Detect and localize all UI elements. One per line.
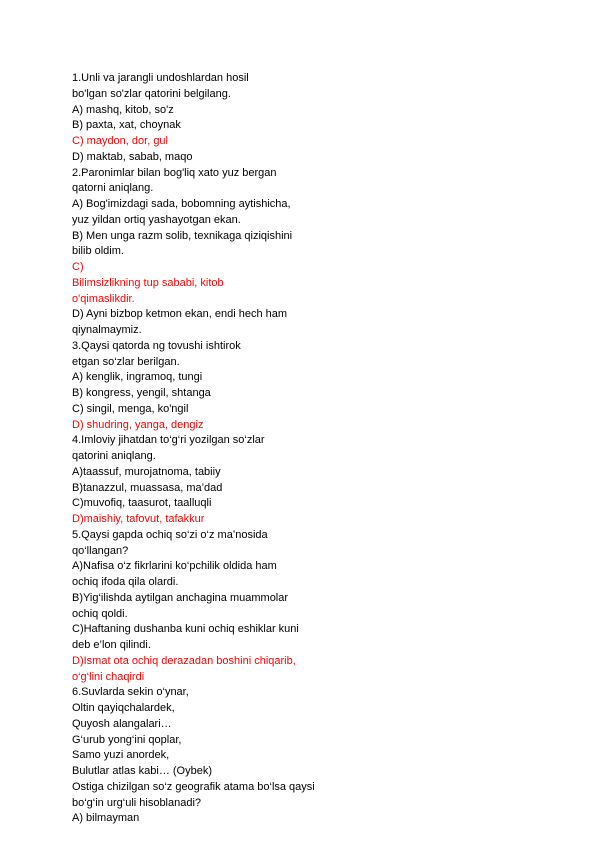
text-line: A)taassuf, murojatnoma, tabiiy [72, 465, 221, 478]
document-text [72, 71, 552, 827]
text-line: B)Yig‘ilishda aytilgan anchagina muammolar [72, 591, 289, 604]
text-line: ochiq ifoda qila olardi. [72, 576, 179, 588]
answer-line: o'qimaslikdir. [72, 292, 135, 305]
answer-line: C) [72, 261, 84, 273]
text-line: yuz yildan ortiq yashayotgan ekan. [72, 213, 241, 226]
text-line: deb e’lon qilindi. [72, 639, 151, 651]
answer-line: Bilimsizlikning tup sababi, kitob [72, 276, 224, 289]
text-line: C)muvofiq, taasurot, taalluqli [72, 497, 212, 510]
text-line: A) Bog'imizdagi sada, bobomning aytishicha, [72, 198, 291, 210]
text-line: A) mashq, kitob, so'z [72, 103, 174, 116]
text-line: 2.Paronimlar bilan bog'liq xato yuz bergan [72, 166, 277, 179]
answer-line: D)maishiy, tafovut, tafakkur [72, 513, 205, 525]
text-line: qo‘llangan? [72, 544, 129, 557]
text-line: A)Nafisa o‘z fikrlarini ko‘pchilik oldida ham [72, 560, 277, 573]
answer-line: C) maydon, dor, gul [72, 135, 168, 147]
text-line: bilib oldim. [72, 245, 124, 258]
text-line: A) kenglik, ingramoq, tungi [72, 371, 203, 384]
text-line: Samo yuzi anordek, [72, 749, 170, 762]
text-line: Ostiga chizilgan so‘z geografik atama bo‘lsa qaysi [72, 780, 315, 793]
text-line: B) Men unga razm solib, texnikaga qiziqishini [72, 229, 293, 242]
text-line: etgan so‘zlar berilgan. [72, 355, 180, 368]
text-line: Oltin qayiqchalardek, [72, 702, 175, 714]
text-line: Bulutlar atlas kabi… (Oybek) [72, 765, 212, 777]
text-line: 4.Imloviy jihatdan to‘g‘ri yozilgan so‘zlar [72, 434, 265, 447]
text-line: bo'lgan so'zlar qatorini belgilang. [72, 87, 231, 100]
answer-line: o‘g‘lini chaqirdi [72, 670, 145, 683]
text-line: D) maktab, sabab, maqo [72, 150, 193, 163]
text-line: C) singil, menga, ko'ngil [72, 402, 189, 415]
text-line: bo‘g‘in urg‘uli hisoblanadi? [72, 796, 202, 809]
text-line: qatorini aniqlang. [72, 450, 156, 462]
answer-line: D) shudring, yanga, dengiz [72, 418, 204, 431]
answer-line: D)Ismat ota ochiq derazadan boshini chiqarib, [72, 654, 296, 667]
text-line: D) Ayni bizbop ketmon ekan, endi hech ham [72, 308, 288, 321]
text-line: C)Haftaning dushanba kuni ochiq eshiklar kuni [72, 623, 299, 636]
text-line: 6.Suvlarda sekin o‘ynar, [72, 686, 189, 699]
text-line: 1.Unli va jarangli undoshlardan hosil [72, 72, 249, 84]
text-line: Quyosh alangalari… [72, 717, 172, 730]
text-line: B) paxta, xat, choynak [72, 119, 181, 132]
text-line: B) kongress, yengil, shtanga [72, 387, 211, 399]
text-line: ochiq qoldi. [72, 607, 128, 620]
text-line: qiynalmaymiz. [72, 324, 142, 336]
text-line: G‘urub yong‘ini qoplar, [72, 733, 182, 746]
text-line: qatorni aniqlang. [72, 182, 154, 195]
text-line: A) bilmayman [72, 812, 140, 825]
text-line: 5.Qaysi gapda ochiq so‘zi o‘z ma’nosida [72, 528, 268, 541]
text-line: B)tanazzul, muassasa, ma’dad [72, 481, 223, 494]
text-line: 3.Qaysi qatorda ng tovushi ishtirok [72, 339, 241, 352]
